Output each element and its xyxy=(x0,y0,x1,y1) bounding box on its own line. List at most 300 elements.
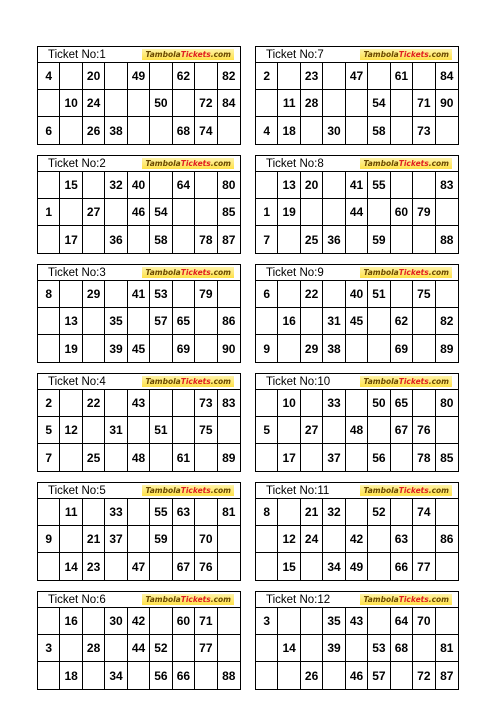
number-cell xyxy=(301,390,323,417)
number-cell: 29 xyxy=(83,281,105,308)
number-cell xyxy=(323,281,345,308)
number-cell: 26 xyxy=(301,662,323,689)
number-cell: 45 xyxy=(128,335,150,362)
number-cell xyxy=(60,199,82,226)
number-cell xyxy=(413,308,435,335)
brand-logo-text: Tambola xyxy=(363,377,399,386)
number-cell: 13 xyxy=(60,308,82,335)
brand-logo-text: .com xyxy=(210,159,231,168)
brand-logo-text: Tickets xyxy=(398,268,429,277)
number-cell xyxy=(368,308,390,335)
number-cell: 89 xyxy=(222,450,236,465)
number-cell xyxy=(173,526,195,553)
number-cell: 69 xyxy=(173,335,195,362)
ticket-header xyxy=(256,265,458,281)
number-cell: 8 xyxy=(256,499,278,526)
number-cell: 25 xyxy=(301,226,323,253)
number-cell: 59 xyxy=(368,226,390,253)
number-cell: 11 xyxy=(278,90,300,117)
number-cell xyxy=(368,199,390,226)
number-cell: 49 xyxy=(128,63,150,90)
number-cell: 61 xyxy=(391,63,413,90)
number-cell xyxy=(278,662,300,689)
number-cell xyxy=(128,499,150,526)
brand-logo xyxy=(142,158,234,169)
brand-logo-text: Tambola xyxy=(363,268,399,277)
number-cell: 50 xyxy=(150,90,172,117)
number-cell xyxy=(173,199,195,226)
number-cell: 49 xyxy=(346,553,368,580)
ticket-title: Ticket No:8 xyxy=(266,157,324,170)
number-cell: 65 xyxy=(173,308,195,335)
number-cell: 90 xyxy=(436,90,458,117)
brand-logo-text: Tambola xyxy=(363,486,399,495)
ticket-header xyxy=(256,483,458,499)
number-cell: 80 xyxy=(218,172,240,199)
number-cell xyxy=(38,499,60,526)
number-cell xyxy=(278,608,300,635)
number-cell xyxy=(436,608,458,635)
number-cell xyxy=(105,90,127,117)
brand-logo-text: Tickets xyxy=(180,486,211,495)
brand-logo xyxy=(360,158,452,169)
number-cell: 7 xyxy=(256,226,278,253)
number-cell xyxy=(38,662,60,689)
number-cell: 87 xyxy=(440,668,454,683)
number-cell xyxy=(346,390,368,417)
number-cell: 12 xyxy=(278,526,300,553)
number-cell: 67 xyxy=(391,417,413,444)
number-cell: 86 xyxy=(218,308,240,335)
number-cell xyxy=(173,90,195,117)
number-cell: 54 xyxy=(150,199,172,226)
brand-logo xyxy=(142,267,234,278)
number-cell xyxy=(218,117,240,144)
brand-logo-text: Tambola xyxy=(145,377,181,386)
number-cell: 34 xyxy=(323,553,345,580)
number-cell xyxy=(278,335,300,362)
number-cell xyxy=(256,553,278,580)
brand-logo-text: .com xyxy=(210,50,231,59)
number-cell: 89 xyxy=(440,341,454,356)
number-cell: 16 xyxy=(278,308,300,335)
number-cell xyxy=(83,172,105,199)
number-cell xyxy=(128,308,150,335)
ticket xyxy=(255,591,459,690)
number-cell: 88 xyxy=(440,232,454,247)
number-grid xyxy=(256,499,458,580)
number-grid xyxy=(256,390,458,471)
number-cell: 46 xyxy=(128,199,150,226)
number-cell: 40 xyxy=(346,281,368,308)
number-cell: 65 xyxy=(391,390,413,417)
number-cell: 67 xyxy=(173,553,195,580)
number-cell xyxy=(413,63,435,90)
number-cell xyxy=(105,444,127,471)
ticket xyxy=(37,482,241,581)
number-cell xyxy=(436,417,458,444)
number-cell: 30 xyxy=(323,117,345,144)
number-cell: 19 xyxy=(60,335,82,362)
number-cell: 47 xyxy=(346,63,368,90)
number-cell xyxy=(60,63,82,90)
number-cell: 52 xyxy=(368,499,390,526)
number-cell: 37 xyxy=(323,444,345,471)
number-cell: 75 xyxy=(195,417,217,444)
number-cell: 9 xyxy=(256,335,278,362)
number-cell xyxy=(173,390,195,417)
number-cell xyxy=(38,608,60,635)
number-cell: 14 xyxy=(60,553,82,580)
number-cell xyxy=(173,226,195,253)
number-cell: 76 xyxy=(195,553,217,580)
number-cell xyxy=(173,281,195,308)
number-cell: 87 xyxy=(222,232,236,247)
brand-logo-text: .com xyxy=(428,486,449,495)
number-cell xyxy=(368,608,390,635)
number-cell xyxy=(391,117,413,144)
brand-logo xyxy=(360,376,452,387)
number-cell xyxy=(436,117,458,144)
number-cell: 11 xyxy=(60,499,82,526)
number-cell: 15 xyxy=(60,172,82,199)
number-cell xyxy=(346,90,368,117)
number-cell: 1 xyxy=(256,199,278,226)
number-cell xyxy=(436,199,458,226)
number-cell xyxy=(413,226,435,253)
number-cell: 68 xyxy=(173,117,195,144)
number-cell: 42 xyxy=(128,608,150,635)
number-cell xyxy=(301,444,323,471)
number-cell xyxy=(368,335,390,362)
number-cell: 3 xyxy=(38,635,60,662)
ticket-header xyxy=(256,592,458,608)
number-cell xyxy=(346,444,368,471)
number-cell xyxy=(368,526,390,553)
number-cell xyxy=(323,90,345,117)
number-cell xyxy=(218,635,240,662)
number-cell xyxy=(38,172,60,199)
number-cell xyxy=(436,281,458,308)
number-grid xyxy=(256,281,458,362)
number-cell xyxy=(60,390,82,417)
number-cell xyxy=(38,90,60,117)
number-cell: 66 xyxy=(173,662,195,689)
number-cell: 24 xyxy=(301,526,323,553)
number-cell: 20 xyxy=(301,172,323,199)
ticket-title: Ticket No:6 xyxy=(48,593,106,606)
number-cell xyxy=(218,553,240,580)
number-cell xyxy=(38,335,60,362)
number-cell: 62 xyxy=(391,308,413,335)
brand-logo xyxy=(142,594,234,605)
ticket-header xyxy=(38,592,240,608)
brand-logo xyxy=(142,376,234,387)
ticket xyxy=(255,373,459,472)
number-cell: 57 xyxy=(368,662,390,689)
number-cell xyxy=(195,499,217,526)
number-cell xyxy=(301,553,323,580)
number-cell: 84 xyxy=(218,90,240,117)
number-cell: 5 xyxy=(256,417,278,444)
number-cell: 58 xyxy=(368,117,390,144)
number-cell: 6 xyxy=(256,281,278,308)
number-cell: 53 xyxy=(150,281,172,308)
number-cell: 6 xyxy=(38,117,60,144)
number-cell: 88 xyxy=(222,668,236,683)
number-grid xyxy=(38,390,240,471)
number-cell xyxy=(346,226,368,253)
number-cell xyxy=(218,526,240,553)
number-cell: 71 xyxy=(195,608,217,635)
number-cell: 48 xyxy=(346,417,368,444)
number-cell xyxy=(256,635,278,662)
number-cell xyxy=(323,63,345,90)
brand-logo-text: .com xyxy=(428,50,449,59)
number-cell: 14 xyxy=(278,635,300,662)
number-cell xyxy=(256,526,278,553)
number-cell xyxy=(83,308,105,335)
number-cell: 12 xyxy=(60,417,82,444)
number-cell xyxy=(368,553,390,580)
number-cell xyxy=(60,526,82,553)
number-cell xyxy=(150,63,172,90)
number-cell xyxy=(391,444,413,471)
number-cell xyxy=(278,226,300,253)
number-cell xyxy=(173,635,195,662)
number-cell xyxy=(346,499,368,526)
number-cell: 59 xyxy=(150,526,172,553)
brand-logo-text: Tambola xyxy=(145,595,181,604)
ticket xyxy=(37,591,241,690)
ticket xyxy=(37,46,241,145)
number-cell: 78 xyxy=(413,444,435,471)
number-cell: 20 xyxy=(83,63,105,90)
ticket xyxy=(37,373,241,472)
number-cell: 74 xyxy=(195,117,217,144)
number-cell: 16 xyxy=(60,608,82,635)
number-cell xyxy=(150,553,172,580)
number-grid xyxy=(256,63,458,144)
number-cell xyxy=(150,172,172,199)
number-cell: 75 xyxy=(413,281,435,308)
number-cell xyxy=(413,390,435,417)
number-cell: 30 xyxy=(105,608,127,635)
number-cell: 28 xyxy=(83,635,105,662)
number-cell xyxy=(195,199,217,226)
number-cell xyxy=(391,662,413,689)
number-cell xyxy=(256,308,278,335)
number-cell: 21 xyxy=(83,526,105,553)
number-cell xyxy=(195,335,217,362)
number-cell: 79 xyxy=(195,281,217,308)
number-cell: 39 xyxy=(105,335,127,362)
number-cell: 55 xyxy=(368,172,390,199)
brand-logo-text: Tickets xyxy=(398,159,429,168)
brand-logo-text: .com xyxy=(210,486,231,495)
brand-logo-text: Tickets xyxy=(180,268,211,277)
number-cell: 90 xyxy=(222,341,236,356)
number-cell: 38 xyxy=(323,335,345,362)
number-cell xyxy=(38,226,60,253)
number-cell xyxy=(83,226,105,253)
number-cell: 81 xyxy=(218,499,240,526)
brand-logo-text: .com xyxy=(428,159,449,168)
ticket-title: Ticket No:3 xyxy=(48,266,106,279)
number-cell: 85 xyxy=(440,450,454,465)
ticket xyxy=(255,264,459,363)
number-cell: 52 xyxy=(150,635,172,662)
brand-logo-text: Tambola xyxy=(363,50,399,59)
number-cell: 13 xyxy=(278,172,300,199)
ticket-header xyxy=(38,374,240,390)
number-cell: 69 xyxy=(391,335,413,362)
number-cell xyxy=(105,63,127,90)
number-cell xyxy=(83,417,105,444)
number-cell: 56 xyxy=(368,444,390,471)
number-grid xyxy=(38,281,240,362)
number-cell: 68 xyxy=(391,635,413,662)
brand-logo xyxy=(142,49,234,60)
number-cell: 74 xyxy=(413,499,435,526)
number-cell: 40 xyxy=(128,172,150,199)
ticket-title: Ticket No:1 xyxy=(48,48,106,61)
ticket-title: Ticket No:10 xyxy=(266,375,331,388)
number-cell xyxy=(128,117,150,144)
number-cell: 17 xyxy=(278,444,300,471)
number-cell: 55 xyxy=(150,499,172,526)
brand-logo-text: Tickets xyxy=(180,159,211,168)
number-cell xyxy=(436,553,458,580)
number-cell: 70 xyxy=(413,608,435,635)
number-cell: 27 xyxy=(301,417,323,444)
number-cell: 72 xyxy=(195,90,217,117)
ticket-header xyxy=(38,265,240,281)
ticket-title: Ticket No:9 xyxy=(266,266,324,279)
number-cell: 62 xyxy=(173,63,195,90)
brand-logo-text: .com xyxy=(210,595,231,604)
number-cell: 9 xyxy=(38,526,60,553)
number-cell xyxy=(323,526,345,553)
number-cell xyxy=(83,499,105,526)
number-cell: 70 xyxy=(195,526,217,553)
number-cell: 22 xyxy=(83,390,105,417)
number-cell xyxy=(150,335,172,362)
number-cell xyxy=(391,281,413,308)
ticket-header xyxy=(38,483,240,499)
number-cell xyxy=(368,63,390,90)
number-cell: 61 xyxy=(173,444,195,471)
number-cell: 10 xyxy=(278,390,300,417)
number-cell xyxy=(195,444,217,471)
number-cell xyxy=(83,608,105,635)
number-cell xyxy=(105,281,127,308)
ticket xyxy=(255,482,459,581)
number-cell xyxy=(128,226,150,253)
number-cell xyxy=(150,444,172,471)
number-cell: 41 xyxy=(128,281,150,308)
number-grid xyxy=(38,608,240,689)
ticket-header xyxy=(38,156,240,172)
number-cell xyxy=(278,417,300,444)
ticket-header xyxy=(256,374,458,390)
number-cell: 58 xyxy=(150,226,172,253)
number-cell xyxy=(256,90,278,117)
number-cell xyxy=(38,553,60,580)
number-cell: 24 xyxy=(83,90,105,117)
number-cell: 29 xyxy=(301,335,323,362)
number-cell xyxy=(346,335,368,362)
number-cell: 46 xyxy=(346,662,368,689)
number-cell: 73 xyxy=(413,117,435,144)
number-cell: 77 xyxy=(413,553,435,580)
number-cell: 39 xyxy=(323,635,345,662)
ticket-title: Ticket No:5 xyxy=(48,484,106,497)
number-cell xyxy=(413,635,435,662)
number-cell xyxy=(413,172,435,199)
number-cell: 36 xyxy=(323,226,345,253)
number-cell: 28 xyxy=(301,90,323,117)
number-cell: 35 xyxy=(323,608,345,635)
number-cell xyxy=(368,417,390,444)
number-cell xyxy=(218,417,240,444)
brand-logo-text: Tambola xyxy=(145,159,181,168)
number-cell: 37 xyxy=(105,526,127,553)
number-cell xyxy=(413,335,435,362)
brand-logo-text: Tickets xyxy=(180,595,211,604)
number-cell: 17 xyxy=(60,226,82,253)
number-cell xyxy=(301,199,323,226)
number-cell xyxy=(83,335,105,362)
number-cell: 8 xyxy=(38,281,60,308)
number-cell: 5 xyxy=(38,417,60,444)
brand-logo-text: .com xyxy=(210,268,231,277)
number-cell: 44 xyxy=(128,635,150,662)
number-cell xyxy=(60,281,82,308)
number-cell xyxy=(128,90,150,117)
number-cell xyxy=(256,662,278,689)
number-cell xyxy=(301,117,323,144)
ticket xyxy=(255,46,459,145)
number-cell: 36 xyxy=(105,226,127,253)
number-cell xyxy=(38,308,60,335)
number-cell: 47 xyxy=(128,553,150,580)
number-cell: 78 xyxy=(195,226,217,253)
number-cell: 83 xyxy=(436,172,458,199)
number-cell: 27 xyxy=(83,199,105,226)
number-cell: 79 xyxy=(413,199,435,226)
ticket xyxy=(37,155,241,254)
brand-logo-text: Tickets xyxy=(180,50,211,59)
number-cell: 31 xyxy=(105,417,127,444)
number-cell xyxy=(256,390,278,417)
number-cell xyxy=(150,390,172,417)
number-cell xyxy=(218,608,240,635)
ticket-title: Ticket No:12 xyxy=(266,593,331,606)
number-cell: 15 xyxy=(278,553,300,580)
number-cell: 38 xyxy=(105,117,127,144)
number-cell: 64 xyxy=(391,608,413,635)
number-cell xyxy=(256,444,278,471)
brand-logo xyxy=(360,49,452,60)
number-cell: 73 xyxy=(195,390,217,417)
number-cell xyxy=(413,526,435,553)
number-cell: 3 xyxy=(256,608,278,635)
number-cell: 18 xyxy=(60,662,82,689)
brand-logo-text: .com xyxy=(428,377,449,386)
number-cell: 48 xyxy=(128,444,150,471)
number-cell: 71 xyxy=(413,90,435,117)
